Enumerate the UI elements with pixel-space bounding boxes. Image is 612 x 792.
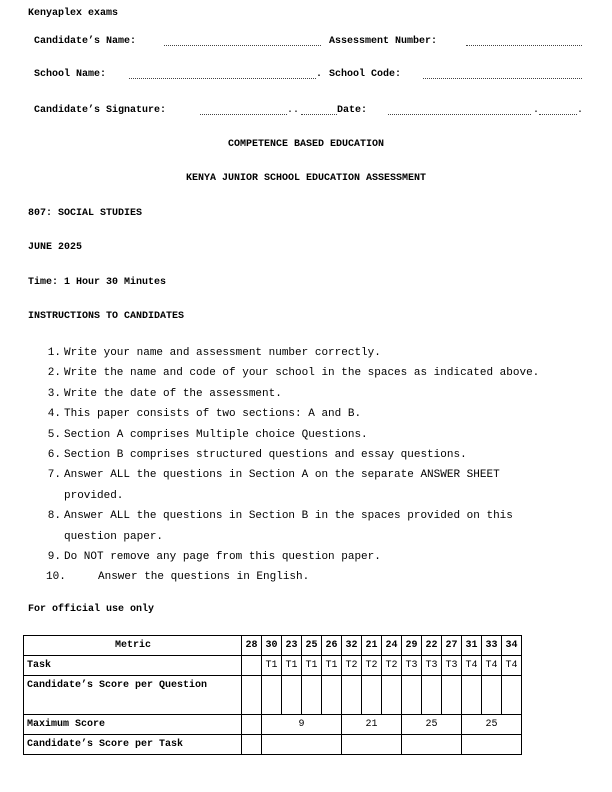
score-cell[interactable] (302, 676, 322, 715)
instruction-number: 10. (46, 571, 66, 584)
score-cell[interactable] (342, 676, 362, 715)
score-cell[interactable] (402, 676, 422, 715)
paper-time: Time: 1 Hour 30 Minutes (28, 277, 167, 288)
score-per-task-label: Candidate’s Score per Task (24, 735, 242, 755)
task-cell: T1 (262, 656, 282, 676)
instruction-text: Section A comprises Multiple choice Questions. (64, 428, 368, 441)
table-header-row (24, 636, 522, 656)
question-number: 25 (302, 636, 322, 656)
max-score-cell (242, 715, 262, 735)
task-cell: T1 (282, 656, 302, 676)
task-cell: T2 (382, 656, 402, 676)
signature-label: Candidate’s Signature: (34, 105, 167, 116)
date-end-dot: . (577, 105, 584, 116)
score-table (23, 635, 522, 755)
candidate-name-field[interactable] (164, 36, 321, 46)
instruction-number: 8. (47, 510, 61, 523)
score-cell[interactable] (442, 676, 462, 715)
score-cell[interactable] (462, 676, 482, 715)
score-cell[interactable] (502, 676, 522, 715)
school-code-field[interactable] (423, 69, 582, 79)
date-field-extension[interactable] (539, 105, 577, 115)
task-cell (242, 656, 262, 676)
max-score-cell: 25 (402, 715, 462, 735)
question-number: 21 (362, 636, 382, 656)
signature-field[interactable] (200, 105, 287, 115)
instruction-text: Write the date of the assessment. (64, 387, 282, 400)
paper-code: 807: SOCIAL STUDIES (28, 208, 143, 219)
instruction-text: Answer ALL the questions in Section B in the spaces provided on this question paper. (64, 510, 513, 543)
task-cell: T1 (322, 656, 342, 676)
instruction-number: 7. (47, 469, 61, 482)
question-number: 30 (262, 636, 282, 656)
assessment-number-field[interactable] (466, 36, 582, 46)
score-cell[interactable] (262, 676, 282, 715)
question-number: 31 (462, 636, 482, 656)
instruction-text: Answer ALL the questions in Section A on the separate ANSWER SHEET provided. (64, 469, 500, 502)
question-number: 24 (382, 636, 402, 656)
instruction-number: 6. (47, 449, 61, 462)
instruction-text: Write the name and code of your school in the spaces as indicated above. (64, 367, 540, 380)
candidate-name-label: Candidate’s Name: (34, 36, 137, 47)
question-number: 22 (422, 636, 442, 656)
instruction-number: 9. (47, 551, 61, 564)
instruction-number: 2. (47, 367, 61, 380)
task-cell: T3 (442, 656, 462, 676)
title-competence: COMPETENCE BASED EDUCATION (227, 139, 385, 150)
official-use-heading: For official use only (28, 604, 155, 615)
task-score-cell[interactable] (402, 735, 462, 755)
score-per-task-row (24, 735, 522, 755)
max-score-label: Maximum Score (24, 715, 242, 735)
task-score-cell[interactable] (462, 735, 522, 755)
question-number: 28 (242, 636, 262, 656)
max-score-row (24, 715, 522, 735)
task-label: Task (24, 656, 242, 676)
task-cell: T4 (462, 656, 482, 676)
task-cell: T2 (362, 656, 382, 676)
instruction-number: 5. (47, 428, 61, 441)
date-separator: . (533, 105, 540, 116)
title-kjsea: KENYA JUNIOR SCHOOL EDUCATION ASSESSMENT (185, 173, 427, 184)
date-field[interactable] (388, 105, 531, 115)
question-number: 27 (442, 636, 462, 656)
paper-date: JUNE 2025 (28, 242, 83, 253)
school-name-field[interactable] (129, 69, 316, 79)
task-cell: T3 (402, 656, 422, 676)
brand-header: Kenyaplex exams (28, 8, 119, 19)
instruction-item (28, 567, 612, 587)
instruction-item (28, 425, 612, 445)
task-score-cell[interactable] (262, 735, 342, 755)
metric-header: Metric (24, 636, 242, 656)
assessment-number-label: Assessment Number: (329, 36, 438, 47)
score-cell[interactable] (322, 676, 342, 715)
instruction-number: 3. (47, 387, 61, 400)
score-cell[interactable] (362, 676, 382, 715)
max-score-cell: 9 (262, 715, 342, 735)
instruction-item (28, 363, 612, 383)
instruction-text: Do NOT remove any page from this question paper. (64, 551, 381, 564)
instruction-text: Write your name and assessment number correctly. (64, 347, 381, 359)
task-cell: T4 (502, 656, 522, 676)
instruction-item (28, 384, 612, 404)
instruction-item (28, 465, 612, 506)
question-number: 26 (322, 636, 342, 656)
score-cell[interactable] (382, 676, 402, 715)
task-cell: T2 (342, 656, 362, 676)
task-cell: T3 (422, 656, 442, 676)
instruction-item (28, 404, 612, 424)
instruction-text: Section B comprises structured questions and essay questions. (64, 449, 467, 462)
school-name-label: School Name: (34, 69, 107, 80)
instruction-number: 4. (47, 408, 61, 421)
score-cell[interactable] (482, 676, 502, 715)
instruction-item (28, 506, 612, 547)
task-row (24, 656, 522, 676)
question-number: 29 (402, 636, 422, 656)
task-cell: T1 (302, 656, 322, 676)
instruction-text: This paper consists of two sections: A and B. (64, 408, 362, 421)
question-number: 33 (482, 636, 502, 656)
school-name-end-dot: . (316, 69, 323, 80)
instructions-heading: INSTRUCTIONS TO CANDIDATES (28, 311, 185, 322)
instructions-list (28, 343, 612, 588)
question-number: 32 (342, 636, 362, 656)
instruction-item (28, 547, 612, 567)
task-cell: T4 (482, 656, 502, 676)
score-per-question-label: Candidate’s Score per Question (24, 676, 242, 715)
signature-field-extension[interactable] (301, 105, 337, 115)
instruction-item (28, 445, 612, 465)
score-cell[interactable] (242, 676, 262, 715)
max-score-cell: 25 (462, 715, 522, 735)
school-code-label: School Code: (329, 69, 402, 80)
question-number: 34 (502, 636, 522, 656)
score-per-question-row (24, 676, 522, 715)
task-score-cell[interactable] (342, 735, 402, 755)
instruction-text: Answer the questions in English. (98, 571, 310, 584)
max-score-cell: 21 (342, 715, 402, 735)
signature-separator: .. (287, 105, 300, 116)
task-score-cell[interactable] (242, 735, 262, 755)
score-cell[interactable] (422, 676, 442, 715)
instruction-number: 1. (47, 347, 61, 359)
score-cell[interactable] (282, 676, 302, 715)
question-number: 23 (282, 636, 302, 656)
instruction-item (28, 343, 612, 363)
date-label: Date: (337, 105, 368, 116)
